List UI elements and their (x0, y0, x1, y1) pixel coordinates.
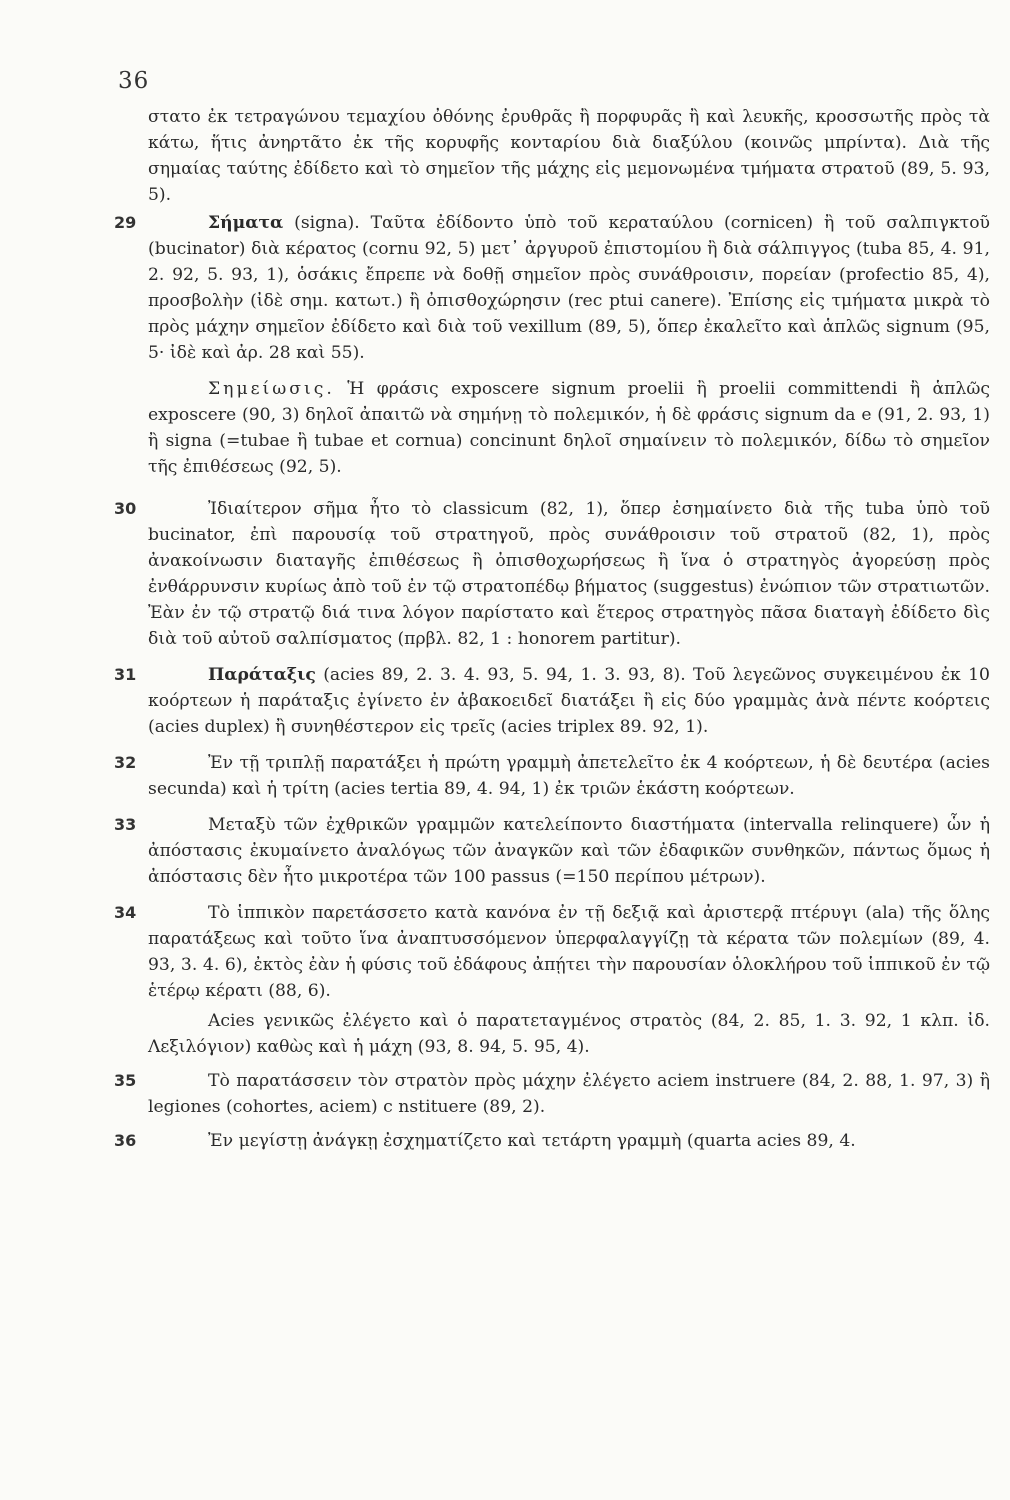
page-number: 36 (118, 68, 150, 94)
section-number: 33 (114, 815, 137, 834)
section-34 (114, 900, 990, 1004)
section-36 (114, 1128, 990, 1154)
section-30 (114, 496, 990, 652)
paragraph-text: Ἐν μεγίστῃ ἀνάγκῃ ἐσχηματίζετο καὶ τετάρτη γραμμὴ (quarta acies 89, 4. (208, 1131, 856, 1151)
section-number: 36 (114, 1131, 137, 1150)
section-number: 30 (114, 499, 137, 518)
section-31 (114, 662, 990, 740)
note-keyword: Σημείωσις. (208, 379, 335, 399)
paragraph-text: (acies 89, 2. 3. 4. 93, 5. 94, 1. 3. 93, 8). Τοῦ λεγεῶνος συγκειμένου ἐκ 10 κοόρτεων ἡ παράταξις ἐγίνετο ἐν ἀβακοειδεῖ διατάξει ἢ εἰς δύο γραμμὰς ἀνὰ πέντε κοόρτεις (acies duplex) ἢ συνηθέστερον εἰς τρεῖς (acies triplex 89. 92, 1). (148, 665, 990, 737)
paragraph-text: Τὸ ἱππικὸν παρετάσσετο κατὰ κανόνα ἐν τῇ δεξιᾷ καὶ ἀριστερᾷ πτέρυγι (ala) τῆς ὅλης παρατάξεως καὶ τοῦτο ἵνα ἀναπτυσσόμενον ὑπερφαλαγγίζῃ τὰ κέρατα τῶν πολεμίων (89, 4. 93, 3. 4. 6), ἐκτὸς ἐὰν ἡ φύσις τοῦ ἐδάφους ἀπῄτει τὴν παρουσίαν ὁλοκλήρου τοῦ ἱππικοῦ ἐν τῷ ἑτέρῳ κέρατι (88, 6). (148, 903, 990, 1001)
paragraph-text: Τὸ παρατάσσειν τὸν στρατὸν πρὸς μάχην ἐλέγετο aciem instruere (84, 2. 88, 1. 97, 3) ἢ legiones (cohortes, aciem) c nstituere (89, 2). (148, 1071, 990, 1117)
section-29 (114, 210, 990, 366)
section-33 (114, 812, 990, 890)
paragraph-text: Acies γενικῶς ἐλέγετο καὶ ὁ παρατεταγμένος στρατὸς (84, 2. 85, 1. 3. 92, 1 κλπ. ἰδ. Λεξιλόγιον) καθὼς καὶ ἡ μάχη (93, 8. 94, 5. 95, 4). (148, 1011, 990, 1057)
body-text (114, 104, 990, 1158)
section-35 (114, 1068, 990, 1120)
paragraph-text: Ἐν τῇ τριπλῇ παρατάξει ἡ πρώτη γραμμὴ ἀπετελεῖτο ἐκ 4 κοόρτεων, ἡ δὲ δευτέρα (acies secunda) καὶ ἡ τρίτη (acies tertia 89, 4. 94, 1) ἐκ τριῶν ἑκάστη κοόρτεων. (148, 753, 990, 799)
paragraph-continuation (148, 104, 990, 208)
section-number: 29 (114, 213, 137, 232)
paragraph-text: (signa). Ταῦτα ἐδίδοντο ὑπὸ τοῦ κεραταύλου (cornicen) ἢ τοῦ σαλπιγκτοῦ (bucinator) διὰ κέρατος (cornu 92, 5) μετ᾽ ἀργυροῦ ἐπιστομίου ἢ διὰ σάλπιγγος (tuba 85, 4. 91, 2. 92, 5. 93, 1), ὁσάκις ἔπρεπε νὰ δοθῇ σημεῖον πρὸς συνάθροισιν, πορείαν (profectio 85, 4), προσβολὴν (ἰδὲ σημ. κατωτ.) ἢ ὀπισθοχώρησιν (rec ptui canere). Ἐπίσης εἰς τμήματα μικρὰ τὸ πρὸς μάχην σημεῖον ἐδίδετο καὶ διὰ τοῦ vexillum (89, 5), ὅπερ ἐκαλεῖτο καὶ ἁπλῶς signum (95, 5· ἰδὲ καὶ ἀρ. 28 καὶ 55). (148, 213, 990, 363)
paragraph-text: Μεταξὺ τῶν ἐχθρικῶν γραμμῶν κατελείποντο διαστήματα (intervalla relinquere) ὧν ἡ ἀπόστασις ἐκυμαίνετο ἀναλόγως τῶν ἀναγκῶν καὶ τῶν ἐδαφικῶν συνθηκῶν, πάντως ὅμως ἡ ἀπόστασις δὲν ἦτο μικροτέρα τῶν 100 passus (=150 περίπου μέτρων). (148, 815, 990, 887)
paragraph-text: στατο ἐκ τετραγώνου τεμαχίου ὀθόνης ἐρυθρᾶς ἢ πορφυρᾶς ἢ καὶ λευκῆς, κροσσωτῆς πρὸς τὰ κάτω, ἥτις ἀνηρτᾶτο ἐκ τῆς κορυφῆς κονταρίου διὰ διαξύλου (κοινῶς μπρίντα). Διὰ τῆς σημαίας ταύτης ἐδίδετο καὶ τὸ σημεῖον τῆς μάχης εἰς μεμονωμένα τμήματα στρατοῦ (89, 5. 93, 5). (148, 107, 990, 205)
section-number: 32 (114, 753, 137, 772)
paragraph-text: Ἰδιαίτερον σῆμα ἦτο τὸ classicum (82, 1), ὅπερ ἐσημαίνετο διὰ τῆς tuba ὑπὸ τοῦ bucinator, ἐπὶ παρουσίᾳ τοῦ στρατηγοῦ, πρὸς συνάθροισιν τοῦ στρατοῦ (82, 1), πρὸς ἀνακοίνωσιν διαταγῆς ἐπιθέσεως ἢ ὀπισθοχωρήσεως ἢ ἵνα ὁ στρατηγὸς ἀγορεύσῃ πρὸς ἐνθάρρυνσιν κυρίως ἀπὸ τοῦ ἐν τῷ στρατοπέδῳ βήματος (suggestus) ἐνώπιον τῶν στρατιωτῶν. Ἐὰν ἐν τῷ στρατῷ διά τινα λόγον παρίστατο καὶ ἕτερος στρατηγὸς πᾶσα διαταγὴ ἐδίδετο δὶς διὰ τοῦ αὐτοῦ σαλπίσματος (πρβλ. 82, 1 : honorem partitur). (148, 499, 990, 649)
paragraph-text: Ἡ φράσις exposcere signum proelii ἢ proelii committendi ἢ ἁπλῶς exposcere (90, 3) δηλοῖ ἀπαιτῶ νὰ σημήνῃ τὸ πολεμικόν, ἡ δὲ φράσις signum da e (91, 2. 93, 1) ἢ signa (=tubae ἢ tubae et cornua) concinunt δηλοῖ σημαίνειν τὸ πολεμικόν, δίδω τὸ σημεῖον τῆς ἐπιθέσεως (92, 5). (148, 379, 990, 477)
section-keyword: Σήματα (208, 213, 284, 233)
section-32 (114, 750, 990, 802)
section-number: 34 (114, 903, 137, 922)
paragraph-acies (148, 1008, 990, 1060)
note-semeiosis (148, 376, 990, 480)
section-keyword: Παράταξις (208, 665, 316, 685)
section-number: 31 (114, 665, 137, 684)
section-number: 35 (114, 1071, 137, 1090)
